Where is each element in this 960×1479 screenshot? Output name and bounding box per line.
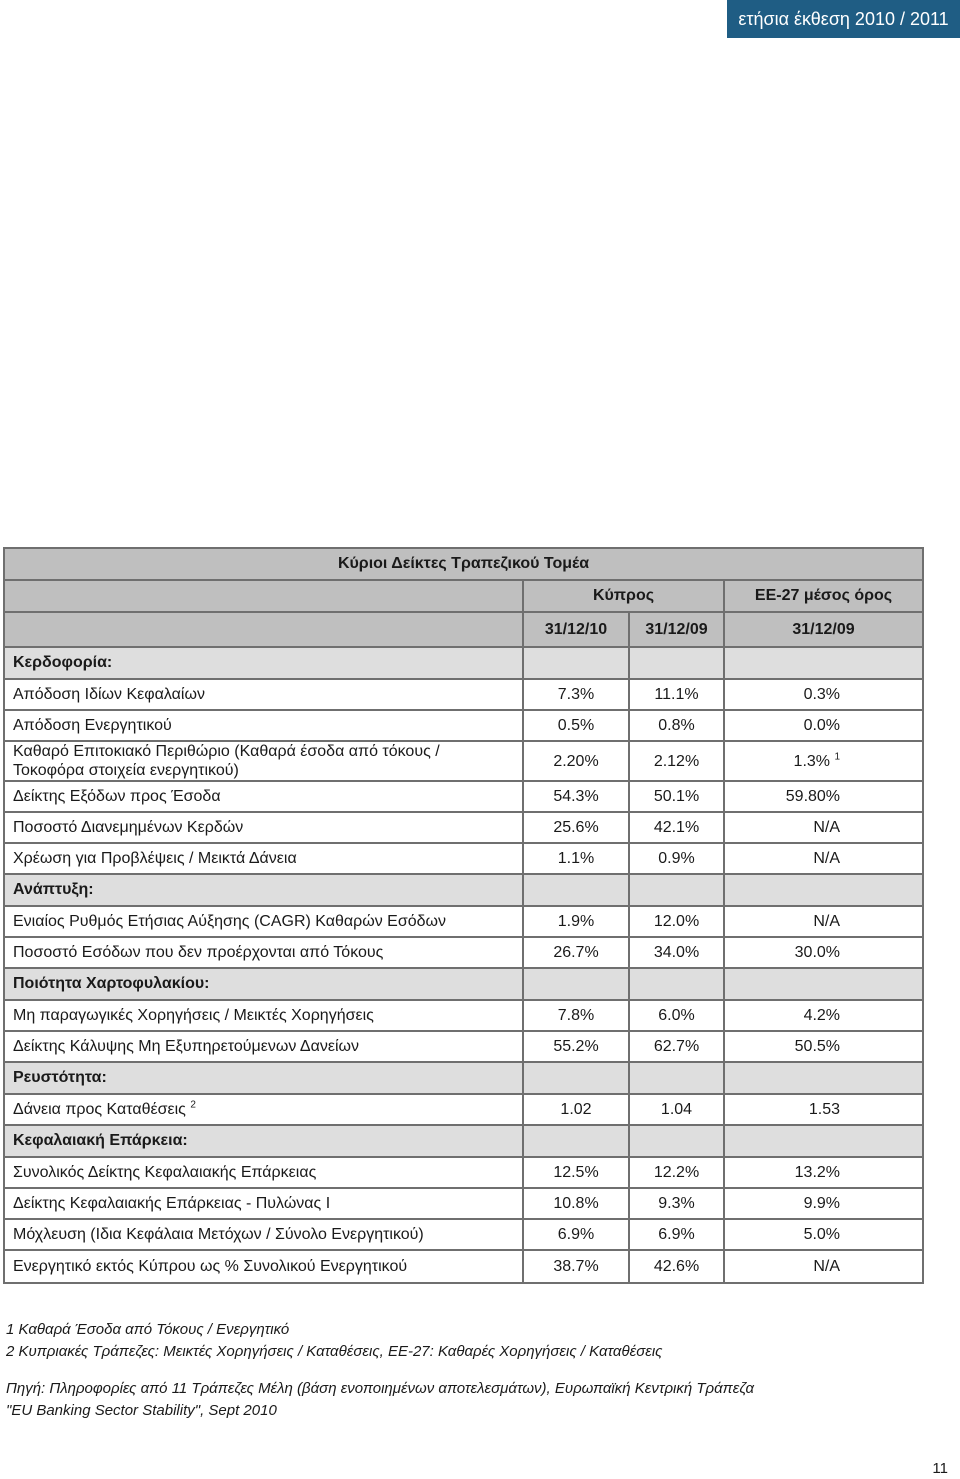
row-label: Ποσοστό Διανεμημένων Κερδών xyxy=(4,812,523,843)
section-row xyxy=(4,647,923,679)
value-eu-2009: N/A xyxy=(724,906,923,937)
value-cyprus-2010: 6.9% xyxy=(523,1219,629,1250)
row-label: Μη παραγωγικές Χορηγήσεις / Μεικτές Χορηγήσεις xyxy=(4,1000,523,1031)
value-cyprus-2009: 12.0% xyxy=(629,906,724,937)
table-row xyxy=(4,781,923,812)
row-label: Απόδοση Ενεργητικού xyxy=(4,710,523,741)
value-cyprus-2009: 50.1% xyxy=(629,781,724,812)
value-cyprus-2009: 1.04 xyxy=(629,1094,724,1125)
value-cyprus-2009: 0.9% xyxy=(629,843,724,874)
value-eu-2009: 59.80% xyxy=(724,781,923,812)
value-cyprus-2010: 2.20% xyxy=(523,741,629,781)
table-row xyxy=(4,741,923,781)
table-title-row xyxy=(4,548,923,580)
value-eu-2009: 0.3% xyxy=(724,679,923,710)
value-cyprus-2010: 1.9% xyxy=(523,906,629,937)
value-cyprus-2009: 62.7% xyxy=(629,1031,724,1062)
row-label: Μόχλευση (Ιδια Κεφάλαια Μετόχων / Σύνολο Ενεργητικού) xyxy=(4,1219,523,1250)
value-eu-2009: 0.0% xyxy=(724,710,923,741)
value-cyprus-2010: 7.3% xyxy=(523,679,629,710)
group-cyprus: Κύπρος xyxy=(523,580,724,612)
section-title: Κερδοφορία: xyxy=(4,647,523,679)
value-eu-2009: 9.9% xyxy=(724,1188,923,1219)
source-line-1: Πηγή: Πληροφορίες από 11 Τράπεζες Μέλη (βάση ενοποιημένων αποτελεσμάτων), Ευρωπαϊκή Κεντρική Τράπεζα xyxy=(6,1380,755,1397)
table-row xyxy=(4,1188,923,1219)
value-cyprus-2009: 6.0% xyxy=(629,1000,724,1031)
value-cyprus-2009: 0.8% xyxy=(629,710,724,741)
footnote-ref-1: 1 xyxy=(834,751,841,763)
section-row xyxy=(4,968,923,1000)
group-header-row xyxy=(4,580,923,612)
value-eu-2009: 4.2% xyxy=(724,1000,923,1031)
value-cyprus-2009: 2.12% xyxy=(629,741,724,781)
table-row xyxy=(4,1031,923,1062)
table-row xyxy=(4,679,923,710)
section-row xyxy=(4,1062,923,1094)
value-cyprus-2010: 12.5% xyxy=(523,1157,629,1188)
row-label-text: Δάνεια προς Καταθέσεις xyxy=(13,1100,186,1118)
date-header-row xyxy=(4,612,923,647)
value-cyprus-2010: 26.7% xyxy=(523,937,629,968)
table-row xyxy=(4,906,923,937)
source-line-2: "EU Banking Sector Stability", Sept 2010 xyxy=(6,1402,277,1419)
table-row xyxy=(4,1250,923,1283)
table-row xyxy=(4,937,923,968)
section-row xyxy=(4,1125,923,1157)
page-number: 11 xyxy=(932,1460,948,1477)
banking-indicators-table xyxy=(3,547,924,1284)
table-row xyxy=(4,1219,923,1250)
section-title: Ποιότητα Χαρτοφυλακίου: xyxy=(4,968,523,1000)
row-label: Απόδοση Ιδίων Κεφαλαίων xyxy=(4,679,523,710)
row-label xyxy=(4,741,523,781)
value-eu-2009: 50.5% xyxy=(724,1031,923,1062)
value-eu-2009: N/A xyxy=(724,1250,923,1283)
value-cyprus-2010: 7.8% xyxy=(523,1000,629,1031)
value-cyprus-2009: 42.6% xyxy=(629,1250,724,1283)
col-header-2: 31/12/09 xyxy=(629,612,724,647)
footnote-ref-2: 2 xyxy=(190,1099,196,1111)
row-label: Ποσοστό Εσόδων που δεν προέρχονται από Τόκους xyxy=(4,937,523,968)
value-cyprus-2009: 6.9% xyxy=(629,1219,724,1250)
value-cyprus-2010: 55.2% xyxy=(523,1031,629,1062)
row-label: Δείκτης Κάλυψης Μη Εξυπηρετούμενων Δανείων xyxy=(4,1031,523,1062)
value-cyprus-2010: 10.8% xyxy=(523,1188,629,1219)
table-row xyxy=(4,1000,923,1031)
value-eu-2009: N/A xyxy=(724,843,923,874)
value-cyprus-2009: 9.3% xyxy=(629,1188,724,1219)
value-cyprus-2010: 54.3% xyxy=(523,781,629,812)
report-title-tab: ετήσια έκθεση 2010 / 2011 xyxy=(727,0,960,38)
col-header-3: 31/12/09 xyxy=(724,612,923,647)
value-cyprus-2010: 0.5% xyxy=(523,710,629,741)
value-eu-2009: 30.0% xyxy=(724,937,923,968)
table-row xyxy=(4,812,923,843)
col-header-1: 31/12/10 xyxy=(523,612,629,647)
value-eu-2009: 13.2% xyxy=(724,1157,923,1188)
value-eu-2009-text: 1.3% xyxy=(793,752,831,770)
row-label: Δείκτης Εξόδων προς Έσοδα xyxy=(4,781,523,812)
value-cyprus-2010: 25.6% xyxy=(523,812,629,843)
value-cyprus-2010: 38.7% xyxy=(523,1250,629,1283)
value-eu-2009: N/A xyxy=(724,812,923,843)
footnote-2: 2 Κυπριακές Τράπεζες: Μεικτές Χορηγήσεις / Καταθέσεις, ΕΕ-27: Καθαρές Χορηγήσεις / Καταθέσεις xyxy=(6,1343,663,1360)
row-label: Ενεργητικό εκτός Κύπρου ως % Συνολικού Ενεργητικού xyxy=(4,1250,523,1283)
table-row xyxy=(4,1094,923,1125)
section-title: Κεφαλαιακή Επάρκεια: xyxy=(4,1125,523,1157)
row-label-line-1: Καθαρό Επιτοκιακό Περιθώριο (Καθαρά έσοδα από τόκους / xyxy=(13,743,440,760)
value-cyprus-2009: 34.0% xyxy=(629,937,724,968)
table-row xyxy=(4,1157,923,1188)
row-label: Συνολικός Δείκτης Κεφαλαιακής Επάρκειας xyxy=(4,1157,523,1188)
table-row xyxy=(4,710,923,741)
table-title: Κύριοι Δείκτες Τραπεζικού Τομέα xyxy=(4,548,923,580)
value-eu-2009: 1.53 xyxy=(724,1094,923,1125)
row-label: Ενιαίος Ρυθμός Ετήσιας Αύξησης (CAGR) Καθαρών Εσόδων xyxy=(4,906,523,937)
empty-header-cell xyxy=(4,612,523,647)
section-row xyxy=(4,874,923,906)
section-title: Ρευστότητα: xyxy=(4,1062,523,1094)
section-title: Ανάπτυξη: xyxy=(4,874,523,906)
empty-header-cell xyxy=(4,580,523,612)
footnote-1: 1 Καθαρά Έσοδα από Τόκους / Ενεργητικό xyxy=(6,1321,290,1338)
row-label: Δείκτης Κεφαλαιακής Επάρκειας - Πυλώνας Ι xyxy=(4,1188,523,1219)
value-cyprus-2009: 12.2% xyxy=(629,1157,724,1188)
table-row xyxy=(4,843,923,874)
row-label-line-2: Τοκοφόρα στοιχεία ενεργητικού) xyxy=(13,762,239,779)
value-cyprus-2010: 1.1% xyxy=(523,843,629,874)
value-cyprus-2009: 11.1% xyxy=(629,679,724,710)
value-eu-2009: 5.0% xyxy=(724,1219,923,1250)
row-label xyxy=(4,1094,523,1125)
value-cyprus-2010: 1.02 xyxy=(523,1094,629,1125)
value-cyprus-2009: 42.1% xyxy=(629,812,724,843)
value-eu-2009 xyxy=(724,741,923,781)
row-label: Χρέωση για Προβλέψεις / Μεικτά Δάνεια xyxy=(4,843,523,874)
group-eu: ΕΕ-27 μέσος όρος xyxy=(724,580,923,612)
